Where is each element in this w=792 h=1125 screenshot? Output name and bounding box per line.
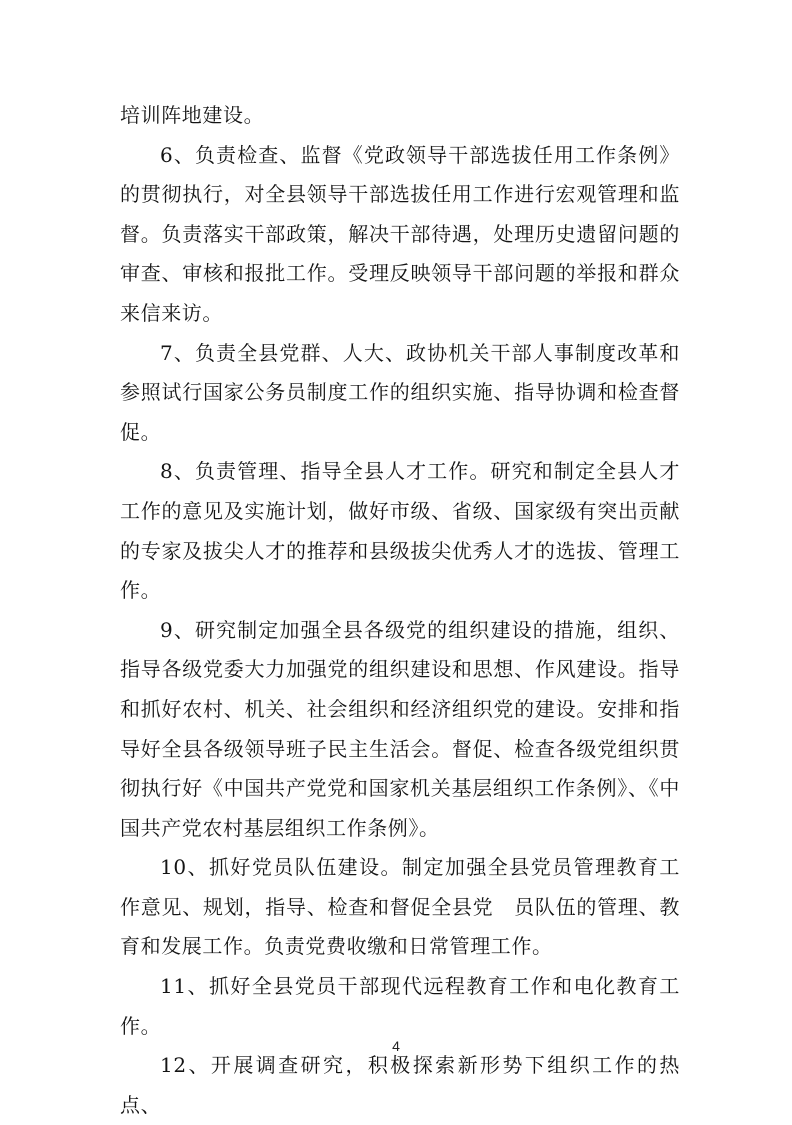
paragraph-item-9: 9、研究制定加强全县各级党的组织建设的措施，组织、指导各级党委大力加强党的组织建设和思想、作风建设。指导和抓好农村、机关、社会组织和经济组织党的建设。安排和指导好全县各级领导班子民主生活会。督促、检查各级党组织贯彻执行好《中国共产党党和国家机关基层组织工作条例》、《中国共产党农村基层组织工作条例》。 bbox=[120, 617, 680, 840]
paragraph-item-7: 7、负责全县党群、人大、政协机关干部人事制度改革和参照试行国家公务员制度工作的组织实施、指导协调和检查督促。 bbox=[120, 340, 680, 444]
paragraph-item-11: 11、抓好全县党员干部现代远程教育工作和电化教育工作。 bbox=[120, 974, 680, 1038]
document-body bbox=[120, 96, 680, 1125]
paragraph-item-12: 12、开展调查研究，积极探索新形势下组织工作的热点、 bbox=[120, 1053, 680, 1117]
paragraph-item-6: 6、负责检查、监督《党政领导干部选拔任用工作条例》的贯彻执行，对全县领导干部选拔任用工作进行宏观管理和监督。负责落实干部政策，解决干部待遇，处理历史遗留问题的审查、审核和报批工作。受理反映领导干部问题的举报和群众来信来访。 bbox=[120, 142, 680, 325]
paragraph-item-10: 10、抓好党员队伍建设。制定加强全县党员管理教育工作意见、规划，指导、检查和督促全县党 员队伍的管理、教育和发展工作。负责党费收缴和日常管理工作。 bbox=[120, 855, 680, 959]
page-number: 4 bbox=[392, 1038, 400, 1054]
paragraph-item-8: 8、负责管理、指导全县人才工作。研究和制定全县人才工作的意见及实施计划，做好市级、省级、国家级有突出贡献的专家及拔尖人才的推荐和县级拔尖优秀人才的选拔、管理工作。 bbox=[120, 459, 680, 603]
paragraph-training-base: 培训阵地建设。 bbox=[120, 103, 265, 127]
